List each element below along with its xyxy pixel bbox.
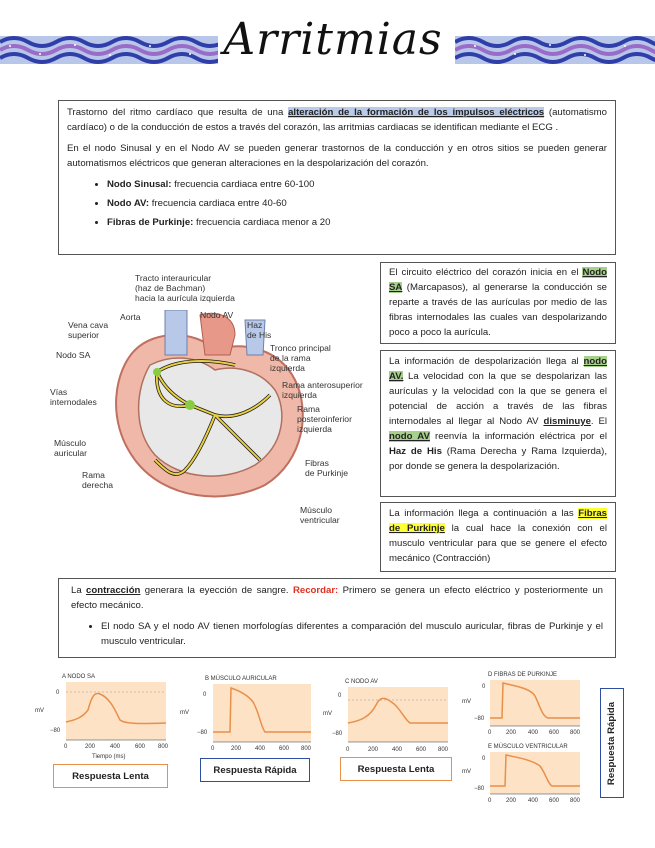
svg-text:200: 200 [506,798,517,804]
label-haz-his: Haz de His [247,320,272,340]
label-nodo-sa: Nodo SA [56,350,91,360]
svg-text:0: 0 [482,684,486,690]
list-item: • Fibras de Purkinje: frecuencia cardiaca menor a 20 [107,215,607,230]
svg-text:0: 0 [338,693,342,699]
svg-text:−80: −80 [474,716,485,722]
svg-text:Tiempo (ms): Tiempo (ms) [92,754,126,760]
svg-text:600: 600 [549,798,560,804]
svg-text:200: 200 [231,746,242,752]
label-vena-cava: Vena cava superior [68,320,109,340]
svg-text:mV: mV [323,711,332,717]
svg-text:−80: −80 [50,728,61,734]
label-musculo-auricular: Músculo auricular [54,438,87,458]
list-item: • El nodo SA y el nodo AV tienen morfologías diferentes a comparación del musculo auricular, fibras de Purkinje y el musculo ventricular. [101,619,603,649]
svg-text:600: 600 [135,744,146,750]
svg-text:−80: −80 [197,730,208,736]
svg-text:600: 600 [416,747,427,753]
box-purkinje: La información llega a continuación a las Fibras de Purkinje la cual hace la conexión con el musculo ventricular para que se genere el efecto mecánico (Contracción) [380,502,616,572]
svg-text:0: 0 [64,744,68,750]
box-nodo-sa: El circuito eléctrico del corazón inicia en el Nodo SA (Marcapasos), al generarse la conducción se reparte a través de las aurículas por medio de las fibras internodales las cuales van despolarizando poco a poco la aurícula. [380,262,616,344]
label-respuesta-rapida-2: Respuesta Rápida [600,688,624,798]
svg-text:400: 400 [110,744,121,750]
svg-text:600: 600 [549,730,560,736]
graph-fibras-purkinje [460,668,590,738]
svg-text:800: 800 [570,798,581,804]
intro-paragraph-2: En el nodo Sinusal y en el Nodo AV se pueden generar trastornos de la conducción y en otros sitios se pueden generar automatismos eléctricos que generan alteraciones en la despolarización del corazón. [67,143,607,169]
label-rama-posteroinferior: Rama posteroinferior izquierda [297,404,352,434]
svg-text:200: 200 [368,747,379,753]
graph-nodo-sa [30,670,180,762]
svg-text:600: 600 [279,746,290,752]
svg-text:0: 0 [488,798,492,804]
svg-text:mV: mV [462,769,471,775]
label-aorta: Aorta [120,312,141,322]
svg-text:400: 400 [528,730,539,736]
left-wave-banner [0,30,218,70]
svg-text:C NODO AV: C NODO AV [345,679,378,685]
svg-text:800: 800 [438,747,449,753]
page-title: Arritmias [223,14,443,65]
svg-text:400: 400 [528,798,539,804]
box-nodo-av: La información de despolarización llega al nodo AV. La velocidad con la que se despolarizan las aurículas y la velocidad con la que se genera el potencial de acción a través de las fibras internodales al llegar al Nodo AV disminuye. El nodo AV reenvía la información eléctrica por el Haz de His (Rama Derecha y Rama Izquierda), por donde se genera la despolarización. [380,350,616,497]
graph-nodo-av [320,675,465,757]
highlight-nodo-sa: Nodo SA [389,267,607,293]
svg-text:0: 0 [56,690,60,696]
highlight-purkinje: Fibras de Purkinje [389,508,607,534]
svg-text:800: 800 [570,730,581,736]
svg-text:0: 0 [488,730,492,736]
intro-paragraph-1: Trastorno del ritmo cardíaco que resulta de una alteración de la formación de los impulsos eléctricos (automatismo cardíaco) o de la conducción de estos a través del corazón, las arritmias cardiacas se identifican mediante el ECG . [67,107,608,133]
svg-text:0: 0 [211,746,215,752]
label-rama-derecha: Rama derecha [82,470,114,490]
label-musculo-ventricular: Músculo ventricular [300,505,340,525]
svg-text:0: 0 [482,756,486,762]
list-item: • Nodo Sinusal: frecuencia cardiaca entre 60-100 [107,177,607,192]
graph-musculo-ventricular [460,740,590,805]
svg-text:D FIBRAS DE PURKINJE: D FIBRAS DE PURKINJE [488,672,558,678]
label-fibras-purkinje: Fibras de Purkinje [305,458,348,478]
label-respuesta-rapida-1: Respuesta Rápida [200,758,310,782]
highlight-nodo-av: nodo AV. [389,356,607,382]
label-rama-anterosuperior: Rama anterosuperior izquierda [282,380,363,400]
label-vias: Vías internodales [50,387,97,407]
svg-text:400: 400 [255,746,266,752]
svg-text:0: 0 [346,747,350,753]
list-item: • Nodo AV: frecuencia cardiaca entre 40-60 [107,196,607,211]
svg-text:200: 200 [506,730,517,736]
label-nodo-av: Nodo AV [200,310,234,320]
highlight-alteracion: alteración de la formación de los impulsos eléctricos [288,107,545,118]
svg-text:200: 200 [85,744,96,750]
right-wave-banner [455,30,655,70]
svg-text:A NODO SA: A NODO SA [62,674,96,680]
svg-text:0: 0 [203,692,207,698]
label-respuesta-lenta-1: Respuesta Lenta [53,764,168,788]
contraction-box: La contracción generara la eyección de sangre. Recordar: Primero se genera un efecto eléctrico y posteriormente un efecto mecánico. • El nodo SA y el nodo AV tienen morfologías diferentes a comparación del musculo auricular, fibras de Purkinje y el musculo ventricular. [58,578,616,658]
svg-text:mV: mV [35,708,44,714]
highlight-nodo-av-2: nodo AV [389,431,430,442]
svg-text:−80: −80 [474,786,485,792]
svg-text:B MÚSCULO AURICULAR: B MÚSCULO AURICULAR [205,676,277,682]
svg-text:−80: −80 [332,731,343,737]
heart-conduction-diagram [95,310,320,510]
svg-text:mV: mV [462,699,471,705]
intro-box [58,100,616,255]
label-respuesta-lenta-2: Respuesta Lenta [340,757,452,781]
svg-text:800: 800 [158,744,169,750]
frequency-list [67,177,607,230]
svg-text:mV: mV [180,710,189,716]
svg-text:800: 800 [301,746,312,752]
graph-musculo-auricular [175,672,320,757]
svg-text:E MÚSCULO VENTRICULAR: E MÚSCULO VENTRICULAR [488,744,568,750]
label-tracto: Tracto interauricular (haz de Bachman) hacia la aurícula izquierda [135,273,235,303]
svg-text:400: 400 [392,747,403,753]
label-tronco: Tronco principal de la rama izquierda [270,343,331,373]
